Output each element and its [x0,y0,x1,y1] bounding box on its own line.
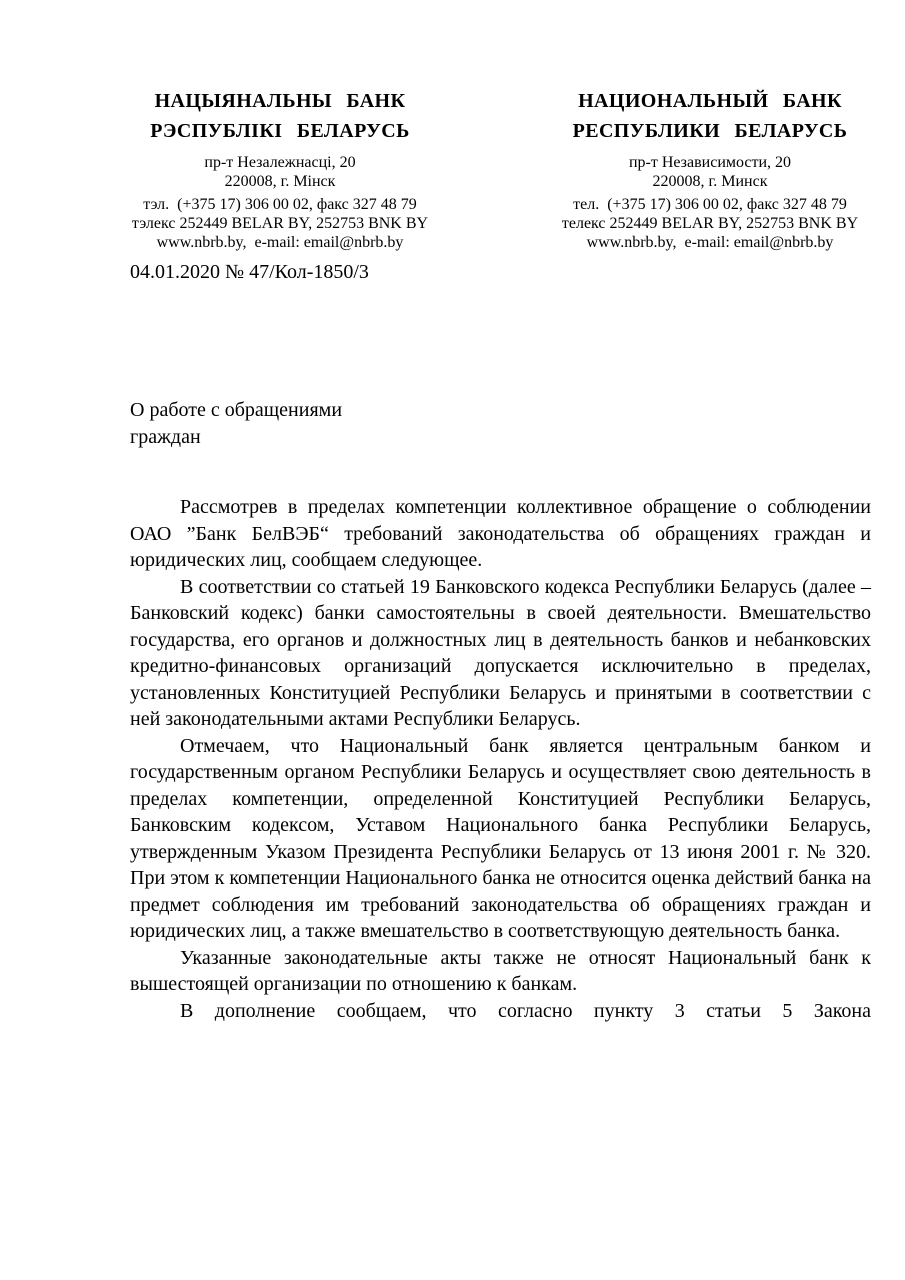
letter-body [130,494,871,1024]
telex-line: тэлекс 252449 BELAR BY, 252753 BNK BY [131,215,429,232]
body-paragraph: В дополнение сообщаем, что согласно пункту 3 статьи 5 Закона [180,999,871,1022]
phone-line: тел. (+375 17) 306 00 02, факс 327 48 79 [573,196,847,213]
bank-title-line: РЭСПУБЛІКІ БЕЛАРУСЬ [150,120,410,142]
subject-line: граждан [130,426,201,448]
body-paragraph: В соответствии со статьей 19 Банковского кодекса Республики Беларусь (далее – Банковский кодекс) банки самостоятельны в своей деятельности. Вмешательство государства, его органов и должностных лиц в деятельность банков и небанковских кредитно-финансовых организаций допускается исключительно в пределах, установленных Конституцией Республики Беларусь и принятыми в соответствии с ней законодательными актами Республики Беларусь. [130,575,871,730]
address-line: 220008, г. Минск [652,173,768,190]
telex-line: телекс 252449 BELAR BY, 252753 BNK BY [561,215,859,232]
bank-address-russian [518,153,902,191]
address-line: пр-т Независимости, 20 [628,154,792,171]
bank-contacts-belarusian [88,195,472,252]
bank-title-line: НАЦИОНАЛЬНЫЙ БАНК [578,90,842,112]
body-paragraph: Рассмотрев в пределах компетенции коллективное обращение о соблюдении ОАО ”Банк БелВЭБ“ требований законодательства об обращениях граждан и юридических лиц, сообщаем следующее. [130,496,871,571]
web-email-line: www.nbrb.by, e-mail: email@nbrb.by [586,234,834,251]
bank-contacts-russian [518,195,902,252]
bank-address-belarusian [88,153,472,191]
subject-line: О работе с обращениями [130,399,343,421]
body-paragraph: Указанные законодательные акты также не относят Национальный банк к вышестоящей организации по отношению к банкам. [130,946,871,995]
bank-title-russian [518,86,902,146]
bank-title-line: НАЦЫЯНАЛЬНЫ БАНК [154,90,406,112]
reference-number-line: 04.01.2020 № 47/Кол-1850/3 [130,261,369,283]
subject-block [130,397,550,451]
phone-line: тэл. (+375 17) 306 00 02, факс 327 48 79 [143,196,417,213]
web-email-line: www.nbrb.by, e-mail: email@nbrb.by [156,234,404,251]
body-paragraph: Отмечаем, что Национальный банк является центральным банком и государственным органом Республики Беларусь и осуществляет свою деятельность в пределах компетенции, определенной Конституцией Республики Беларусь, Банковским кодексом, Уставом Национального банка Республики Беларусь, утвержденным Указом Президента Республики Беларусь от 13 июня 2001 г. № 320. При этом к компетенции Национального банка не относится оценка действий банка на предмет соблюдения им требований законодательства об обращениях граждан и юридических лиц, а также вмешательство в соответствующую деятельность банка. [130,734,871,942]
bank-title-line: РЕСПУБЛИКИ БЕЛАРУСЬ [572,120,848,142]
letterhead-belarusian [88,86,472,252]
address-line: 220008, г. Мінск [224,173,336,190]
address-line: пр-т Незалежнасці, 20 [204,154,356,171]
letterhead-russian [518,86,902,252]
bank-title-belarusian [88,86,472,146]
